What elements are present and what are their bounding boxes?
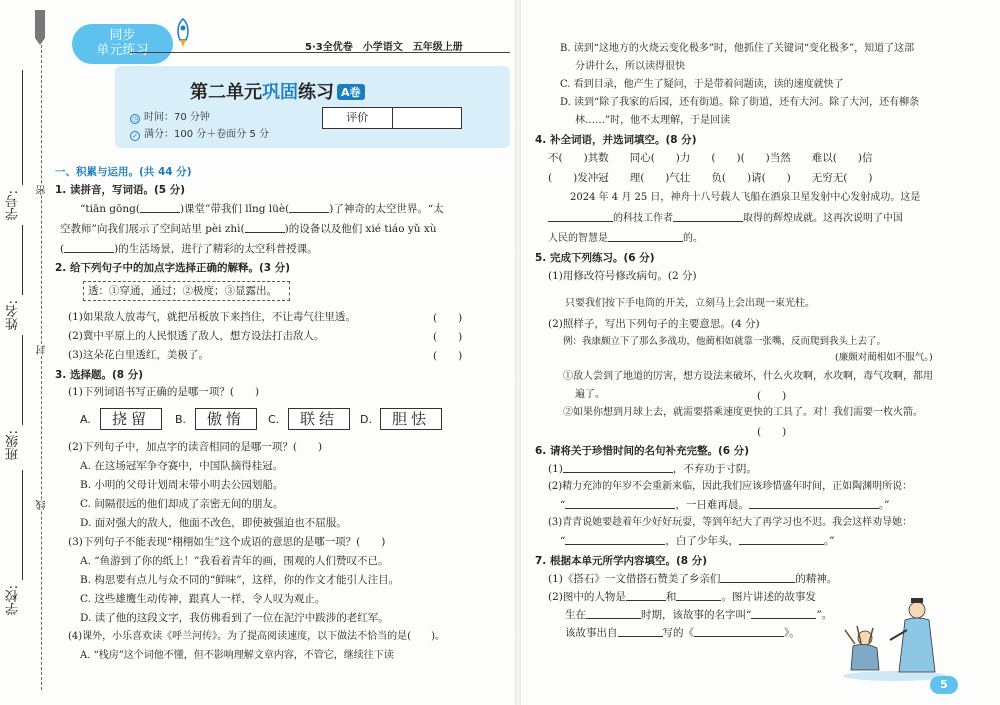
q6-3-line2: “ ，白了少年头， 。” [560, 535, 835, 547]
q5-1-question: (1)用修改符号修改病句。(2 分) [548, 270, 697, 282]
q5-2-a-answer[interactable]: ( ) [757, 390, 787, 402]
school-blank[interactable] [22, 470, 23, 580]
page-title: 第二单元巩固练习 A卷 [190, 78, 365, 104]
q7-2-line1: (2)图中的人物是 和 。图片讲述的故事发 [548, 591, 816, 603]
q7-blank-2[interactable] [626, 590, 666, 601]
seal-word-xian: 线 [37, 500, 48, 510]
q5-2-question: (2)照样子，写出下列句子的主要意思。(4 分) [548, 318, 760, 330]
section-1-heading: 一、积累与运用。(共 44 分) [55, 166, 192, 178]
q7-blank-6[interactable] [618, 626, 663, 637]
q4-passage-line3: 人民的智慧是 的。 [548, 233, 703, 244]
q3-3-option-c[interactable]: C. 这些雄鹰生动传神，跟真人一样，令人叹为观止。 [80, 593, 326, 605]
version-tag: A卷 [337, 84, 365, 100]
name-label: 姓名: [6, 300, 21, 331]
book-info: 5·3全优卷 小学语文 五年级上册 [305, 42, 463, 53]
student-no-blank[interactable] [22, 70, 23, 185]
q5-1-sentence[interactable]: 只要我们按下手电筒的开关，立刻马上会出现一束光柱。 [565, 298, 815, 309]
q1-line1: “tiān gōng( )课堂”带我们 lǐng lüè( )了神奇的太空世界。“太 [80, 203, 444, 215]
evaluation-label: 评价 [323, 108, 393, 128]
right-page [530, 0, 1000, 705]
page-spine [515, 0, 521, 705]
q6-blank-3[interactable] [749, 498, 879, 509]
q5-2-example: 例：我康颇立下了那么多战功，他蔺相如就靠一张嘴，反而爬到我头上去了。 [563, 336, 887, 347]
q7-blank-5[interactable] [751, 608, 816, 619]
q5-2-a-line2: 遍了。 [575, 389, 605, 400]
q7-blank-7[interactable] [694, 626, 784, 637]
q7-blank-3[interactable] [676, 590, 721, 601]
evaluation-field[interactable] [393, 108, 462, 128]
q3-1-option-c[interactable]: 联结 [288, 408, 350, 430]
q7-blank-1[interactable] [720, 572, 795, 583]
q4-passage-line2: 的科技工作者 取得的辉煌成就。这再次说明了中国 [548, 211, 903, 226]
story-illustration [835, 590, 950, 682]
q1-blank-1[interactable] [140, 202, 180, 213]
q3-3-option-b[interactable]: B. 构思要有点儿与众不同的“鲜味”，这样，你的作文才能引人注目。 [80, 574, 400, 586]
full-score: ✓ 满分：100 分＋卷面分 5 分 [130, 125, 269, 141]
seal-word-feng: 封 [37, 345, 48, 355]
q3-1-option-b-letter: B. [175, 413, 187, 426]
q3-4-option-d-line1[interactable]: D. 读到“除了我家的后园，还有街道。除了街道，还有大河。除了大河，还有柳条 [560, 97, 920, 108]
q6-heading: 6. 请将关于珍惜时间的名句补充完整。(6 分) [535, 445, 750, 457]
q7-blank-4[interactable] [586, 608, 641, 619]
q4-idioms-row2[interactable]: ( )发冲冠 理( )气壮 负( )请( ) 无穷无( ) [548, 172, 873, 184]
q3-4-option-a[interactable]: A. “栈房”这个词他不懂，但不影响理解文章内容，不管它，继续往下读 [80, 650, 394, 661]
q3-1-option-a-letter: A. [80, 413, 91, 426]
q7-1: (1)《搭石》一文借搭石赞美了乡亲们 的精神。 [548, 573, 838, 585]
q4-idioms-row1[interactable]: 不( )其数 同心( )力 ( )( )当然 难以( )信 [548, 152, 873, 164]
q3-1-option-c-letter: C. [268, 413, 280, 426]
q6-2-line2: “ ，一日难再晨。 。” [560, 499, 890, 511]
q1-line2: 空教师”向我们展示了空间站里 pèi zhì( )的设备以及他们 xié tiáo yǔ xù [60, 223, 437, 235]
school-label: 学校: [6, 585, 21, 616]
q5-2-example-answer: (廉颇对蔺相如不服气。) [835, 352, 933, 363]
page-number: 5 [930, 676, 958, 694]
q3-2-question: (2)下列句子中，加点字的读音相同的是哪一项？( ) [68, 441, 323, 453]
q6-blank-1[interactable] [563, 462, 673, 473]
q4-blank-2[interactable] [673, 211, 743, 222]
q3-1-option-b[interactable]: 傲惰 [195, 408, 257, 430]
q7-heading: 7. 根据本单元所学内容填空。(8 分) [535, 555, 708, 567]
binding-strip [0, 0, 48, 705]
name-blank[interactable] [22, 225, 23, 295]
q6-blank-2[interactable] [565, 498, 675, 509]
q3-4-option-b-line1[interactable]: B. 读到“这地方的火烧云变化极多”时，他抓住了关键词“变化极多”，知道了这部 [560, 43, 915, 54]
q4-blank-3[interactable] [608, 231, 683, 242]
time-limit: ◷ 时间：70 分钟 [131, 112, 210, 123]
student-no-label: 学号: [6, 190, 21, 221]
seal-line [41, 40, 42, 690]
q3-2-option-d[interactable]: D. 面对强大的敌人，他面不改色，即使被强迫也不屈服。 [80, 517, 347, 529]
class-blank[interactable] [22, 335, 23, 425]
q3-3-option-a[interactable]: A. “鱼游到了你的纸上！”我看着青年的画，围观的人们赞叹不已。 [80, 555, 389, 567]
q2-sentence-1: (1)如果敌人放毒气，就把吊板放下来挡住，不让毒气往里透。 [68, 311, 356, 323]
q3-1-option-d[interactable]: 胆怯 [380, 408, 442, 430]
q6-blank-5[interactable] [739, 534, 824, 545]
q2-sentence-2: (2)冀中平原上的人民恨透了敌人，想方设法打击敌人。 [68, 330, 325, 342]
q6-blank-4[interactable] [565, 534, 665, 545]
class-label: 班级: [6, 430, 21, 461]
q1-blank-3[interactable] [245, 222, 285, 233]
q6-2-line1: (2)精力充沛的年岁不会重新来临，因此我们应该珍惜盛年时间，正如陶渊明所说： [548, 481, 913, 492]
q5-2-b-line: ②如果你想到月球上去，就需要搭乘速度更快的工具了。对！我们需要一枚火箭。 [563, 407, 923, 418]
q3-1-option-a[interactable]: 挠留 [100, 408, 162, 430]
q5-heading: 5. 完成下列练习。(6 分) [535, 252, 655, 264]
unit-badge: 同步 单元练习 [70, 22, 175, 66]
q1-heading: 1. 读拼音，写词语。(5 分) [55, 184, 186, 196]
q3-heading: 3. 选择题。(8 分) [55, 369, 144, 381]
q3-3-question: (3)下列句子不能表现“栩栩如生”这个成语的意思的是哪一项？( ) [68, 536, 386, 548]
q2-answer-3[interactable]: ( ) [433, 350, 463, 362]
q6-3-line1: (3)青青说她要趁着年少好好玩耍，等到年纪大了再学习也不迟。我会这样劝导她： [548, 517, 913, 528]
q4-blank-1[interactable] [548, 211, 613, 222]
pencil-icon [30, 8, 50, 46]
q3-1-option-d-letter: D. [360, 413, 372, 426]
q7-2-line3: 该故事出自 写的《 》。 [565, 627, 800, 639]
q3-3-option-d[interactable]: D. 读了他的这段文字，我仿佛看到了一位在泥泞中跋涉的老红军。 [80, 612, 389, 624]
q4-passage-line1: 2024 年 4 月 25 日，神舟十八号载人飞船在酒泉卫星发射中心发射成功。这是 [570, 192, 921, 203]
q3-4-option-c[interactable]: C. 看到目录，他产生了疑问，于是带着问题读，读的速度就快了 [560, 79, 844, 90]
q3-1-question: (1)下列词语书写正确的是哪一项？( ) [68, 386, 260, 398]
q2-definition-box: 透：①穿通，通过；②极度；③显露出。 [83, 281, 290, 301]
evaluation-box [322, 107, 462, 129]
q2-answer-1[interactable]: ( ) [433, 312, 463, 324]
q3-2-option-c[interactable]: C. 间隔很远的他们却成了亲密无间的朋友。 [80, 498, 284, 510]
q2-heading: 2. 给下列句子中的加点字选择正确的解释。(3 分) [55, 262, 291, 274]
q1-blank-4[interactable] [64, 242, 114, 253]
q5-2-b-answer[interactable]: ( ) [757, 426, 787, 438]
left-page [50, 0, 510, 705]
q4-heading: 4. 补全词语，并选词填空。(8 分) [535, 134, 697, 146]
q7-2-line2: 生在 时期，该故事的名字叫“ ”。 [565, 609, 833, 621]
check-icon: ✓ [130, 131, 140, 141]
q3-4-question: (4)课外，小乐喜欢读《呼兰河传》。为了提高阅读速度，以下做法不恰当的是( )。 [68, 631, 445, 642]
q2-answer-2[interactable]: ( ) [433, 331, 463, 343]
q3-2-option-a[interactable]: A. 在这场冠军争夺赛中，中国队摘得桂冠。 [80, 460, 284, 472]
q1-line3: ( )的生活场景，进行了精彩的太空科普授课。 [60, 243, 318, 255]
seal-word-mi: 密 [37, 185, 48, 195]
q2-sentence-3: (3)这朵花白里透红，美极了。 [68, 349, 209, 361]
q3-4-option-d-line2: 林……”时，他不太理解，于是回读 [575, 115, 731, 126]
header-rule [130, 52, 510, 53]
q3-2-option-b[interactable]: B. 小明的父母计划周末带小明去公园划船。 [80, 479, 284, 491]
q5-2-a-line1: ①敌人尝到了地道的厉害，想方设法来破坏，什么火攻啊，水攻啊，毒气攻啊，都用 [563, 371, 933, 382]
rocket-icon [172, 18, 194, 48]
q1-blank-2[interactable] [289, 202, 329, 213]
q3-4-option-b-line2: 分讲什么，所以读得很快 [575, 61, 685, 72]
clock-icon: ◷ [131, 115, 139, 123]
q6-1: (1) ，不弃功于寸阴。 [548, 463, 757, 475]
